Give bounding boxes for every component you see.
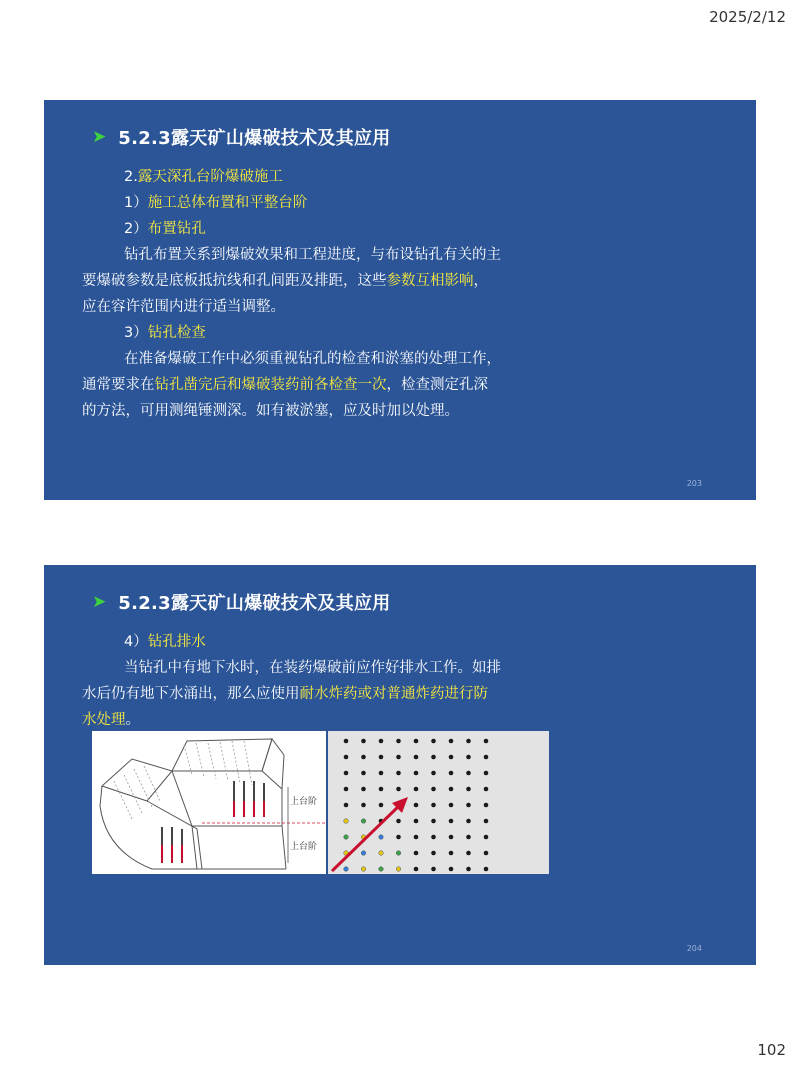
drill-hole-dot	[344, 755, 349, 760]
drill-hole-dot	[396, 739, 401, 744]
point-2: 2）布置钻孔	[124, 221, 206, 237]
drill-hole-dot	[449, 755, 454, 760]
drill-hole-dot	[414, 771, 419, 776]
drill-hole-dot	[361, 787, 366, 792]
slide-204	[44, 565, 756, 965]
drill-hole-dot	[466, 819, 471, 824]
paragraph-line: 通常要求在钻孔凿完后和爆破装药前各检查一次，检查测定孔深	[82, 377, 488, 393]
bench-label-upper: 上台阶	[290, 797, 318, 807]
drill-hole-dot	[449, 803, 454, 808]
drill-hole-dot	[466, 771, 471, 776]
drill-hole-dot	[414, 835, 419, 840]
drill-hole-dot	[414, 851, 419, 856]
drill-hole-dot	[431, 851, 436, 856]
drill-hole-dot	[466, 755, 471, 760]
print-date: 2025/2/12	[709, 8, 786, 26]
bench-drilling-diagram	[92, 731, 326, 874]
slide-203	[44, 100, 756, 500]
drill-hole-dot	[344, 835, 349, 840]
drill-hole-dot	[449, 819, 454, 824]
drill-hole-dot	[414, 867, 419, 872]
drill-hole-dot	[344, 803, 349, 808]
drill-hole-dot	[379, 755, 384, 760]
paragraph-line: 应在容许范围内进行适当调整。	[82, 299, 285, 315]
section-heading: 2.露天深孔台阶爆破施工	[124, 169, 283, 185]
paragraph-line: 水处理。	[82, 712, 140, 728]
bench-label-lower: 上台阶	[290, 842, 318, 852]
paragraph-line: 的方法，可用测绳锤测深。如有被淤塞，应及时加以处理。	[82, 403, 459, 419]
drill-hole-dot	[484, 867, 489, 872]
paragraph-line: 要爆破参数是底板抵抗线和孔间距及排距，这些参数互相影响，	[82, 273, 488, 289]
drill-hole-dot	[484, 739, 489, 744]
drill-hole-dot	[396, 819, 401, 824]
drill-hole-dot	[379, 803, 384, 808]
slide-number: 204	[686, 944, 702, 953]
drill-hole-dot	[449, 739, 454, 744]
drill-hole-dot	[344, 867, 349, 872]
slide-title: 5.2.3露天矿山爆破技术及其应用	[118, 593, 391, 614]
drill-hole-dot	[484, 771, 489, 776]
drill-hole-dot	[361, 771, 366, 776]
drill-hole-dot	[361, 755, 366, 760]
drill-hole-dot	[344, 819, 349, 824]
drill-hole-dot	[431, 867, 436, 872]
drill-hole-dot	[414, 819, 419, 824]
drill-hole-dot	[414, 739, 419, 744]
figure-row	[92, 731, 549, 874]
drill-hole-dot	[414, 755, 419, 760]
slide-number: 203	[686, 479, 702, 488]
drill-hole-dot	[379, 739, 384, 744]
drill-pattern-diagram	[328, 731, 549, 874]
drill-hole-dot	[449, 771, 454, 776]
slide-title-row	[92, 589, 391, 615]
drill-hole-dot	[344, 787, 349, 792]
drill-hole-dot	[466, 739, 471, 744]
drill-hole-dot	[484, 819, 489, 824]
point-4: 4）钻孔排水	[124, 634, 206, 650]
drill-hole-dot	[396, 755, 401, 760]
drill-hole-dot	[414, 787, 419, 792]
slide-title-row	[92, 124, 391, 150]
paragraph-line: 在准备爆破工作中必须重视钻孔的检查和淤塞的处理工作，	[124, 351, 501, 367]
drill-pattern-svg	[328, 731, 549, 874]
drill-hole-dot	[361, 867, 366, 872]
paragraph-line: 钻孔布置关系到爆破效果和工程进度，与布设钻孔有关的主	[124, 247, 501, 263]
drill-hole-dot	[484, 803, 489, 808]
drill-hole-dot	[431, 803, 436, 808]
drill-hole-dot	[484, 835, 489, 840]
drill-hole-dot	[431, 835, 436, 840]
paragraph-line: 水后仍有地下水涌出，那么应使用耐水炸药或对普通炸药进行防	[82, 686, 488, 702]
drill-hole-dot	[431, 787, 436, 792]
drill-hole-dot	[466, 803, 471, 808]
drill-hole-dot	[466, 835, 471, 840]
drill-hole-dot	[431, 739, 436, 744]
drill-hole-dot	[344, 739, 349, 744]
drill-hole-dot	[431, 755, 436, 760]
drill-hole-dot	[379, 771, 384, 776]
drill-hole-dot	[449, 787, 454, 792]
drill-hole-dot	[361, 819, 366, 824]
point-1: 1）施工总体布置和平整台阶	[124, 195, 308, 211]
paragraph-line: 当钻孔中有地下水时，在装药爆破前应作好排水工作。如排	[124, 660, 501, 676]
drill-hole-dot	[379, 787, 384, 792]
slide-body	[82, 164, 602, 424]
drill-hole-dot	[361, 803, 366, 808]
drill-hole-dot	[466, 851, 471, 856]
page-number: 102	[757, 1041, 786, 1059]
drill-hole-dot	[379, 867, 384, 872]
drill-hole-dot	[414, 803, 419, 808]
drill-hole-dot	[484, 755, 489, 760]
drill-hole-dot	[361, 739, 366, 744]
drill-hole-dot	[396, 787, 401, 792]
drill-hole-dot	[449, 835, 454, 840]
drill-hole-dot	[396, 835, 401, 840]
drill-hole-dot	[466, 867, 471, 872]
bullet-arrow-icon: ➤	[92, 592, 107, 612]
drill-hole-dot	[449, 851, 454, 856]
point-3: 3）钻孔检查	[124, 325, 206, 341]
slide-body	[82, 629, 602, 733]
drill-hole-dot	[431, 771, 436, 776]
drill-hole-dot	[466, 787, 471, 792]
drill-hole-dot	[396, 771, 401, 776]
bullet-arrow-icon: ➤	[92, 127, 107, 147]
drill-hole-dot	[396, 851, 401, 856]
drill-hole-dot	[484, 851, 489, 856]
drill-hole-dot	[379, 851, 384, 856]
drill-hole-dot	[449, 867, 454, 872]
bench-drilling-svg	[92, 731, 326, 874]
drill-hole-dot	[396, 867, 401, 872]
drill-hole-dot	[379, 835, 384, 840]
drill-hole-dot	[344, 771, 349, 776]
slide-title: 5.2.3露天矿山爆破技术及其应用	[118, 128, 391, 149]
drill-hole-dot	[431, 819, 436, 824]
drill-hole-dot	[484, 787, 489, 792]
drill-hole-dot	[361, 851, 366, 856]
